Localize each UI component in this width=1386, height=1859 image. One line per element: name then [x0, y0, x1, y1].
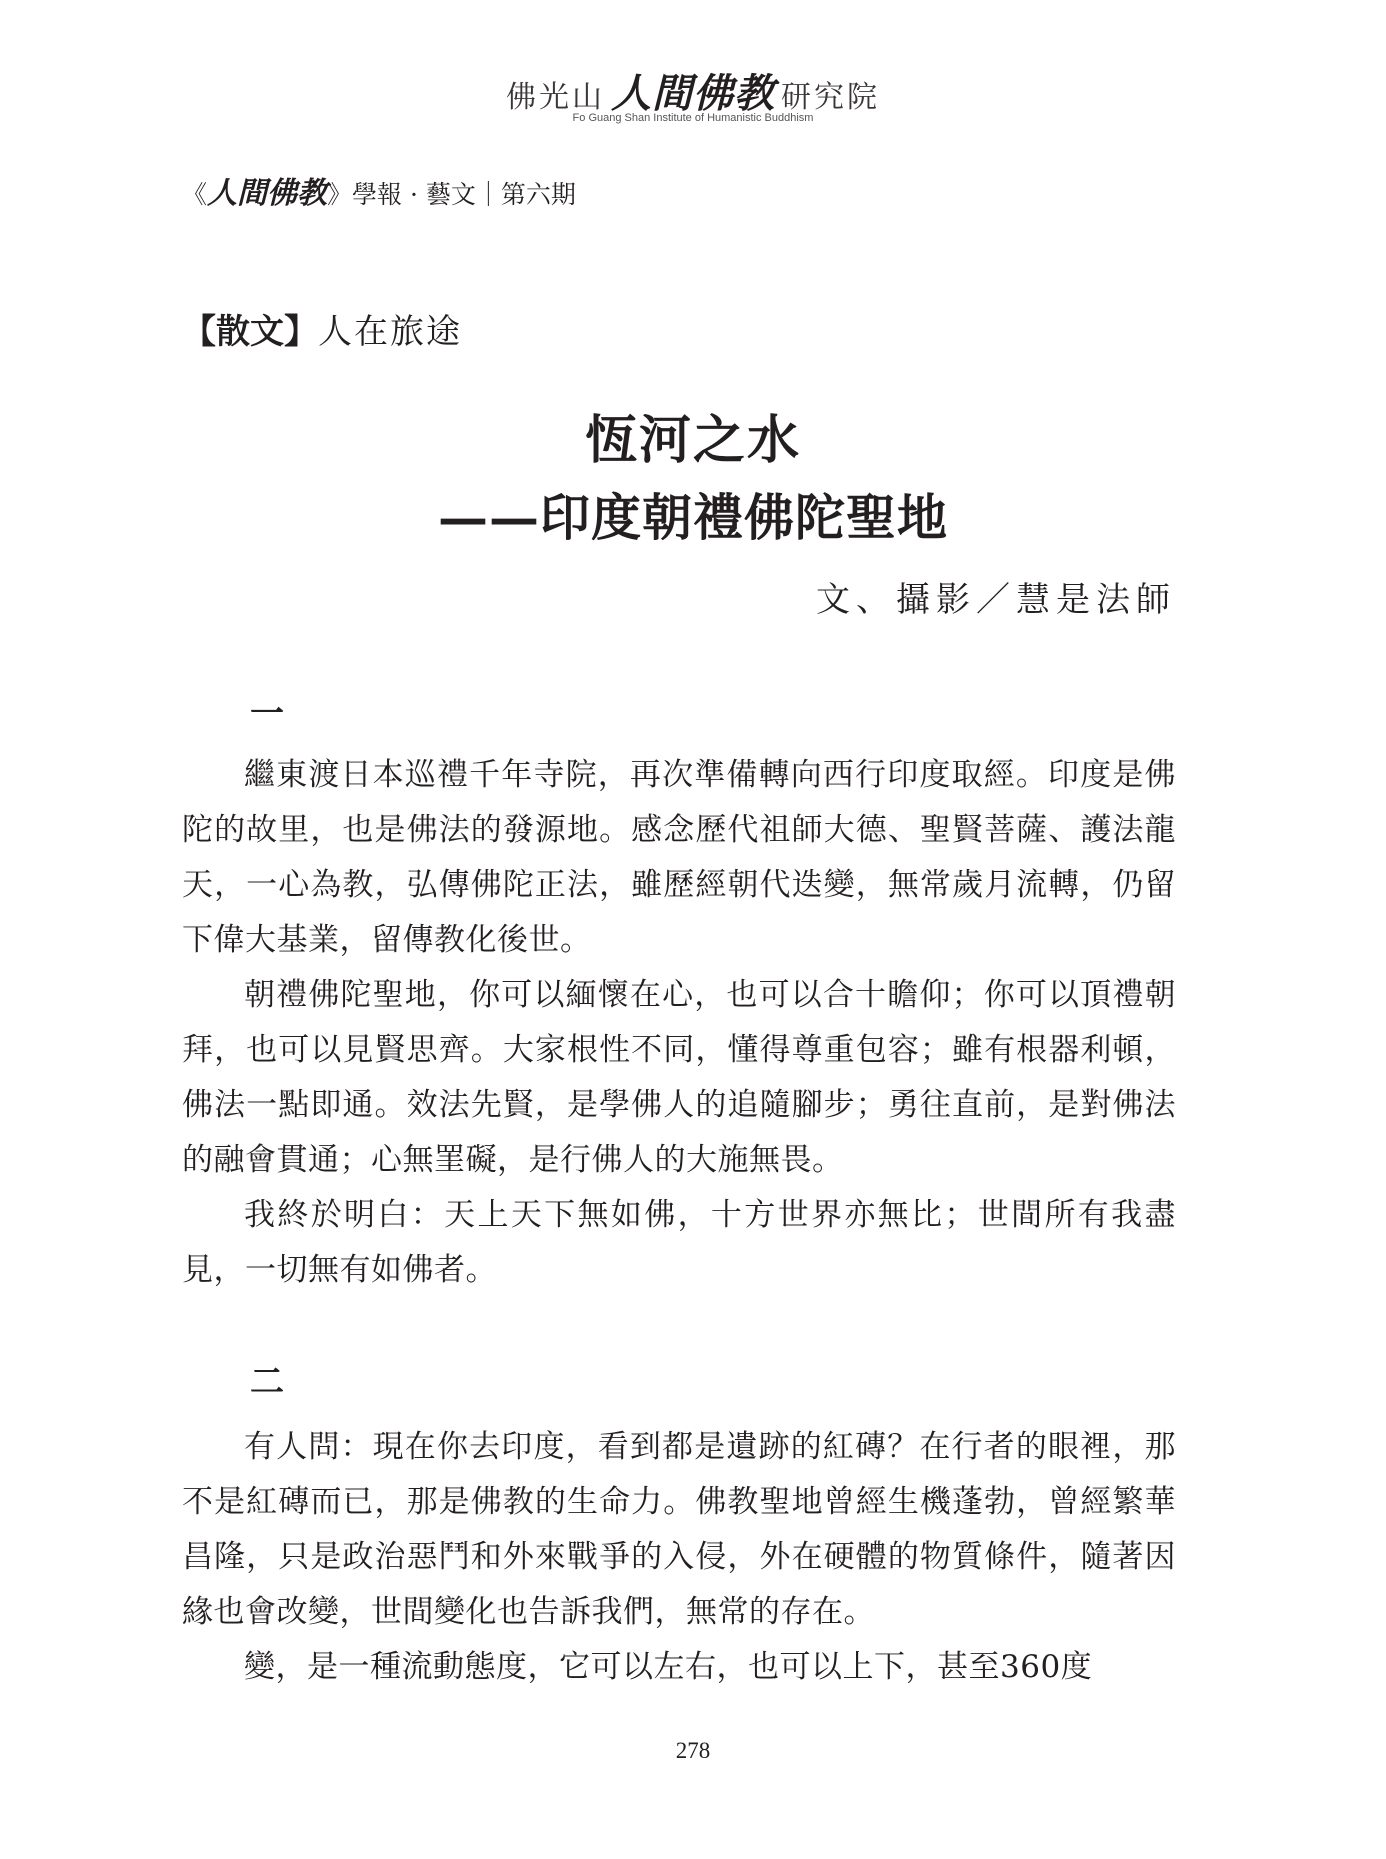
journal-open-bracket: 《 [182, 180, 208, 209]
journal-header [182, 168, 576, 212]
logo-left-text: 佛光山 [506, 80, 605, 115]
journal-close-bracket: 》 [327, 180, 353, 209]
paragraph: 我終於明白：天上天下無如佛，十方世界亦無比；世間所有我盡見，一切無有如佛者。 [182, 1197, 1176, 1288]
section-1-body [182, 748, 1176, 1298]
paragraph: 朝禮佛陀聖地，你可以緬懷在心，也可以合十瞻仰；你可以頂禮朝拜，也可以見賢思齊。大家根性不同，懂得尊重包容；雖有根器利頓，佛法一點即通。效法先賢，是學佛人的追隨腳步；勇往直前，是對佛法的融會貫通；心無罣礙，是行佛人的大施無畏。 [182, 977, 1176, 1178]
logo-brush-text: 人間佛教 [611, 70, 775, 117]
article-title: 恆河之水 [584, 410, 801, 471]
paragraph: 繼東渡日本巡禮千年寺院，再次準備轉向西行印度取經。印度是佛陀的故里，也是佛法的發源地。感念歷代祖師大德、聖賢菩薩、護法龍天，一心為教，弘傳佛陀正法，雖歷經朝代迭變，無常歲月流轉，仍留下偉大基業，留傳教化後世。 [182, 757, 1176, 958]
page-number: 278 [675, 1738, 711, 1763]
category-tag: 【散文】 [182, 312, 318, 352]
article-subtitle: ——印度朝禮佛陀聖地 [438, 488, 948, 547]
section-2-body [182, 1420, 1176, 1695]
paragraph: 變，是一種流動態度，它可以左右，也可以上下，甚至360度 [244, 1649, 1093, 1685]
paragraph: 有人問：現在你去印度，看到都是遺跡的紅磚？在行者的眼裡，那不是紅磚而已，那是佛教的生命力。佛教聖地曾經生機蓬勃，曾經繁華昌隆，只是政治惡鬥和外來戰爭的入侵，外在硬體的物質條件，隨著因緣也會改變，世間變化也告訴我們，無常的存在。 [182, 1429, 1176, 1630]
section-marker-1: 一 [250, 694, 284, 734]
institute-logo [0, 62, 1386, 119]
article-byline: 文、攝影／慧是法師 [816, 580, 1176, 620]
journal-issue: 學報 · 藝文｜第六期 [352, 180, 576, 209]
logo-right-text: 研究院 [781, 80, 880, 115]
category-title: 人在旅途 [318, 312, 462, 352]
journal-brush-name: 人間佛教 [207, 176, 328, 211]
section-marker-2: 二 [250, 1362, 284, 1402]
article-category [182, 304, 462, 353]
logo-english-text: Fo Guang Shan Institute of Humanistic Buddhism [572, 112, 814, 124]
